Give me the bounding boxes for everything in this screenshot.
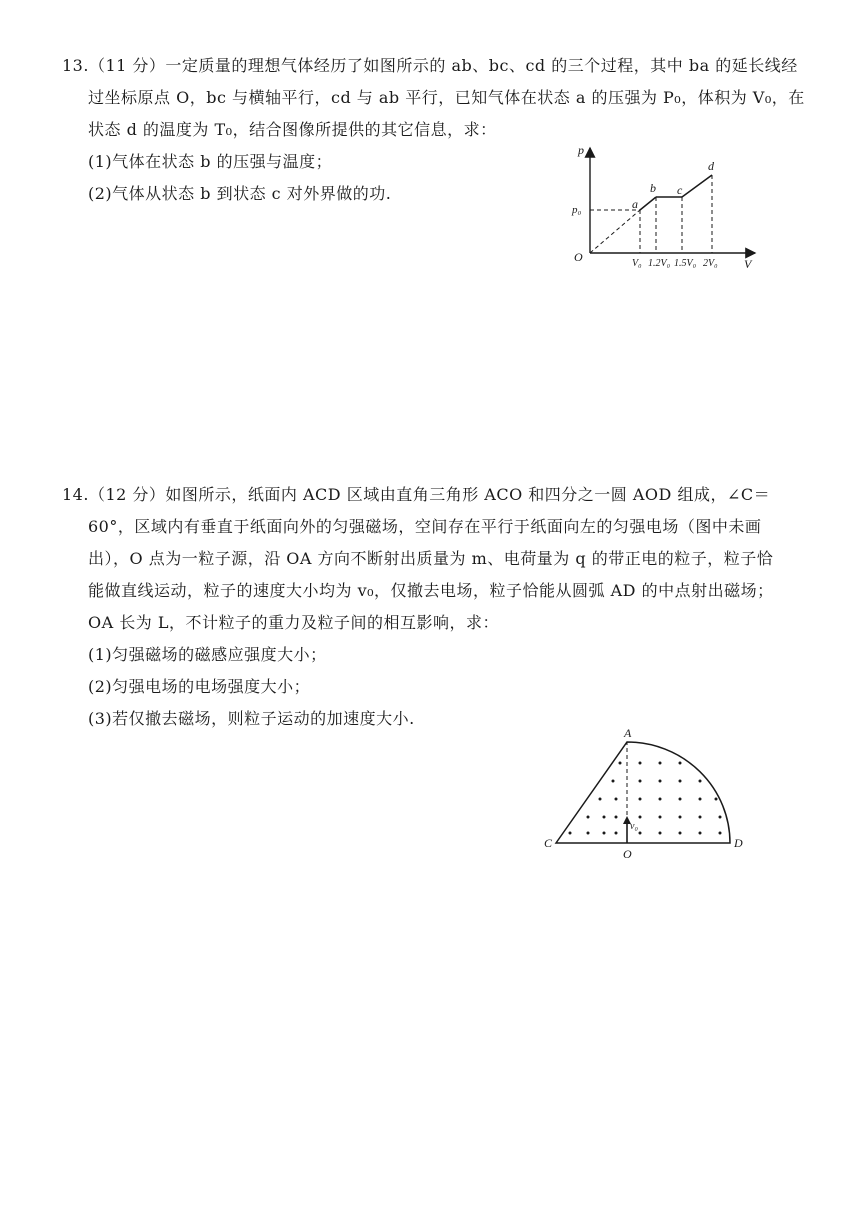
q14-line-5: OA 长为 L，不计粒子的重力及粒子间的相互影响，求： xyxy=(88,613,499,632)
pv-graph xyxy=(560,140,765,275)
oa-dashed-line xyxy=(590,210,640,253)
label-c: C xyxy=(544,836,553,850)
label-d: D xyxy=(734,836,743,850)
q14-line-4: 能做直线运动，粒子的速度大小均为 v₀，仅撤去电场，粒子恰能从圆弧 AD 的中点射出磁场； xyxy=(88,581,774,600)
tick-v0: V₀ xyxy=(632,258,642,269)
label-a: A xyxy=(624,726,632,740)
p0-tick-label: p₀ xyxy=(572,204,582,216)
tick-1-5v0: 1.5V₀ xyxy=(674,258,697,269)
q13-sub-2: (2)气体从状态 b 到状态 c 对外界做的功. xyxy=(88,184,392,203)
q13-line-1: 13.（11 分）一定质量的理想气体经历了如图所示的 ab、bc、cd 的三个过程，其中 ba 的延长线经 xyxy=(62,56,798,75)
q14-sub-1: (1)匀强磁场的磁感应强度大小； xyxy=(88,645,327,664)
field-region-figure xyxy=(540,725,750,860)
point-d-label: d xyxy=(708,159,714,173)
region-outline xyxy=(556,742,730,843)
q14-line-1: 14.（12 分）如图所示，纸面内 ACD 区域由直角三角形 ACO 和四分之一圆 AOD 组成，∠C＝ xyxy=(62,485,771,504)
q13-line-3: 状态 d 的温度为 T₀，结合图像所提供的其它信息，求： xyxy=(88,120,497,139)
q14-line-3: 出），O 点为一粒子源，沿 OA 方向不断射出质量为 m、电荷量为 q 的带正电的粒子，粒子恰 xyxy=(88,549,774,568)
ab-line xyxy=(640,197,656,210)
point-b-label: b xyxy=(650,181,656,195)
origin-label: O xyxy=(574,250,583,264)
cd-line xyxy=(682,175,712,197)
tick-1-2v0: 1.2V₀ xyxy=(648,258,671,269)
label-o: O xyxy=(623,847,632,860)
tick-2v0: 2V₀ xyxy=(703,258,718,269)
q14-line-2: 60°，区域内有垂直于纸面向外的匀强磁场，空间存在平行于纸面向左的匀强电场（图中未画 xyxy=(88,517,762,536)
point-a-label: a xyxy=(632,197,638,211)
point-c-label: c xyxy=(677,183,683,197)
p-axis-label: p xyxy=(578,143,584,157)
v0-label: v₀ xyxy=(630,821,638,832)
q14-sub-3: (3)若仅撤去磁场，则粒子运动的加速度大小. xyxy=(88,709,415,728)
magnetic-field-dots xyxy=(569,762,722,835)
v-axis-label: V xyxy=(744,257,752,271)
q13-sub-1: (1)气体在状态 b 的压强与温度； xyxy=(88,152,333,171)
q14-sub-2: (2)匀强电场的电场强度大小； xyxy=(88,677,311,696)
q13-line-2: 过坐标原点 O，bc 与横轴平行，cd 与 ab 平行，已知气体在状态 a 的压强为 P₀，体积为 V₀，在 xyxy=(88,88,805,107)
